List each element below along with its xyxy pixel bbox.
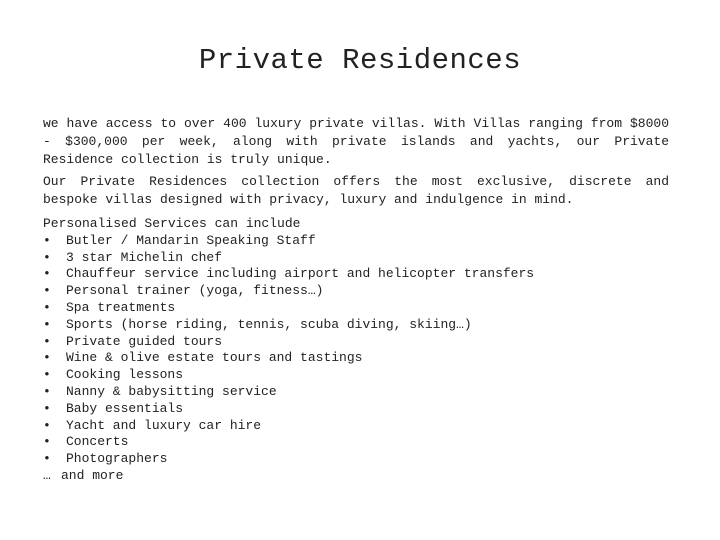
service-item	[43, 317, 669, 334]
bullet-icon: •	[43, 451, 51, 467]
bullet-icon: •	[43, 333, 51, 349]
service-label: Chauffeur service including airport and helicopter transfers	[66, 266, 535, 282]
service-item	[43, 266, 669, 283]
service-item	[43, 300, 669, 317]
bullet-icon: •	[43, 316, 51, 332]
services-section	[43, 216, 669, 485]
slide-title: Private Residences	[198, 44, 522, 77]
and-more-line	[43, 468, 669, 485]
service-item	[43, 334, 669, 351]
bullet-icon: •	[43, 232, 51, 248]
service-label: Private guided tours	[66, 333, 223, 349]
service-item	[43, 451, 669, 468]
bullet-icon: •	[43, 367, 51, 383]
service-label: Sports (horse riding, tennis, scuba diving, skiing…)	[66, 316, 472, 332]
service-label: Photographers	[66, 451, 168, 467]
service-item	[43, 434, 669, 451]
service-item	[43, 233, 669, 250]
service-item	[43, 384, 669, 401]
bullet-icon: •	[43, 299, 51, 315]
service-label: 3 star Michelin chef	[66, 249, 223, 265]
service-item	[43, 418, 669, 435]
ellipsis-icon: …	[43, 467, 51, 483]
slide-body	[43, 115, 669, 485]
service-label: Wine & olive estate tours and tastings	[66, 350, 363, 366]
collection-paragraph: Our Private Residences collection offers the most exclusive, discrete and bespoke villas designed with privacy, luxury and indulgence in mind.	[43, 174, 669, 207]
service-item	[43, 283, 669, 300]
bullet-icon: •	[43, 383, 51, 399]
service-item	[43, 350, 669, 367]
services-list	[43, 233, 669, 468]
bullet-icon: •	[43, 266, 51, 282]
bullet-icon: •	[43, 283, 51, 299]
bullet-icon: •	[43, 417, 51, 433]
bullet-icon: •	[43, 249, 51, 265]
service-label: Yacht and luxury car hire	[66, 417, 262, 433]
service-label: Concerts	[66, 434, 129, 450]
bullet-icon: •	[43, 350, 51, 366]
service-label: Baby essentials	[66, 400, 184, 416]
service-label: Cooking lessons	[66, 367, 184, 383]
service-label: Spa treatments	[66, 299, 176, 315]
service-item	[43, 367, 669, 384]
service-label: Personal trainer (yoga, fitness…)	[66, 283, 324, 299]
services-heading: Personalised Services can include	[43, 216, 301, 231]
and-more-label: and more	[61, 467, 124, 483]
bullet-icon: •	[43, 400, 51, 416]
service-label: Butler / Mandarin Speaking Staff	[66, 232, 316, 248]
service-item	[43, 401, 669, 418]
service-label: Nanny & babysitting service	[66, 383, 277, 399]
intro-paragraph: we have access to over 400 luxury private villas. With Villas ranging from $8000 - $300,000 per week, along with private islands and yachts, our Private Residence collection is truly unique.	[43, 116, 669, 167]
service-item	[43, 250, 669, 267]
bullet-icon: •	[43, 434, 51, 450]
